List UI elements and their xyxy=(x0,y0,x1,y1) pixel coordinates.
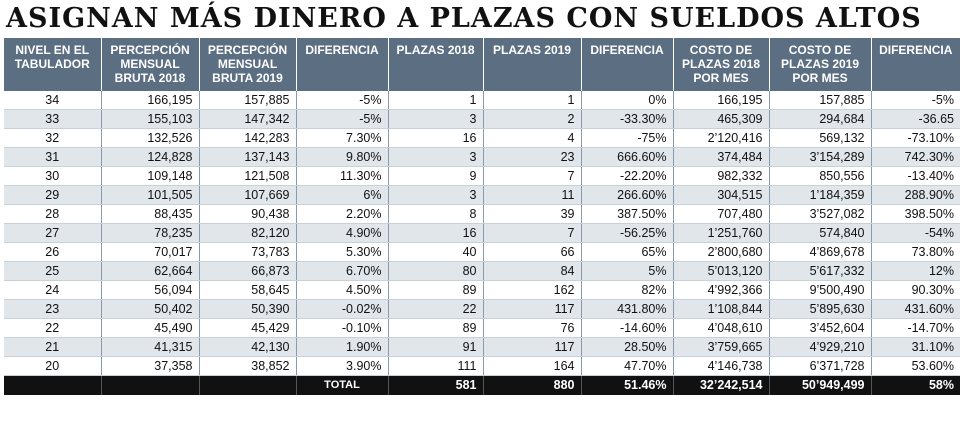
table-cell: 147,342 xyxy=(199,110,296,129)
table-row xyxy=(4,281,960,300)
table-cell: 1’184,359 xyxy=(769,186,871,205)
total-costo-2018: 32’242,514 xyxy=(673,376,769,395)
table-row xyxy=(4,167,960,186)
table-cell: 29 xyxy=(4,186,101,205)
page-title: ASIGNAN MÁS DINERO A PLAZAS CON SUELDOS ALTOS xyxy=(6,3,922,34)
table-cell: 707,480 xyxy=(673,205,769,224)
table-cell: -0.10% xyxy=(296,319,388,338)
table-cell: 16 xyxy=(388,129,483,148)
table-row xyxy=(4,243,960,262)
table-cell: 6’371,728 xyxy=(769,357,871,376)
total-empty-cell xyxy=(199,376,296,395)
table-cell: 3’154,289 xyxy=(769,148,871,167)
table-cell: 20 xyxy=(4,357,101,376)
table-cell: -54% xyxy=(871,224,960,243)
table-cell: 162 xyxy=(483,281,581,300)
table-cell: 39 xyxy=(483,205,581,224)
total-diferencia-costo: 58% xyxy=(871,376,960,395)
table-cell: 45,429 xyxy=(199,319,296,338)
table-cell: 9 xyxy=(388,167,483,186)
table-cell: 4’048,610 xyxy=(673,319,769,338)
table-cell: 117 xyxy=(483,338,581,357)
table-cell: 398.50% xyxy=(871,205,960,224)
table-cell: 121,508 xyxy=(199,167,296,186)
table-cell: 73.80% xyxy=(871,243,960,262)
table-cell: 40 xyxy=(388,243,483,262)
data-table xyxy=(4,38,960,395)
table-cell: 30 xyxy=(4,167,101,186)
table-body xyxy=(4,91,960,376)
table-cell: 111 xyxy=(388,357,483,376)
table-cell: 50,402 xyxy=(101,300,199,319)
table-cell: 7 xyxy=(483,167,581,186)
total-empty-cell xyxy=(101,376,199,395)
table-cell: 5’895,630 xyxy=(769,300,871,319)
table-cell: 266.60% xyxy=(581,186,673,205)
table-cell: 34 xyxy=(4,91,101,110)
table-cell: 84 xyxy=(483,262,581,281)
table-cell: 11.30% xyxy=(296,167,388,186)
table-cell: 742.30% xyxy=(871,148,960,167)
table-cell: 574,840 xyxy=(769,224,871,243)
total-plazas-2018: 581 xyxy=(388,376,483,395)
table-cell: 22 xyxy=(388,300,483,319)
table-cell: 9.80% xyxy=(296,148,388,167)
column-header: PLAZAS 2019 xyxy=(483,38,581,91)
table-row xyxy=(4,205,960,224)
table-cell: 3’527,082 xyxy=(769,205,871,224)
table-cell: -33.30% xyxy=(581,110,673,129)
table-cell: 465,309 xyxy=(673,110,769,129)
table-cell: 4.90% xyxy=(296,224,388,243)
table-row xyxy=(4,262,960,281)
table-cell: 3’759,665 xyxy=(673,338,769,357)
table-cell: 26 xyxy=(4,243,101,262)
column-header: COSTO DE PLAZAS 2018 POR MES xyxy=(673,38,769,91)
table-cell: 58,645 xyxy=(199,281,296,300)
table-cell: 31.10% xyxy=(871,338,960,357)
table-cell: 2’800,680 xyxy=(673,243,769,262)
table-cell: 5’617,332 xyxy=(769,262,871,281)
table-cell: 2’120,416 xyxy=(673,129,769,148)
table-cell: 166,195 xyxy=(101,91,199,110)
table-cell: 62,664 xyxy=(101,262,199,281)
table-cell: 28 xyxy=(4,205,101,224)
table-row xyxy=(4,319,960,338)
column-header: DIFERENCIA xyxy=(581,38,673,91)
table-cell: 7.30% xyxy=(296,129,388,148)
table-cell: 53.60% xyxy=(871,357,960,376)
table-cell: 3.90% xyxy=(296,357,388,376)
table-cell: 11 xyxy=(483,186,581,205)
table-cell: 24 xyxy=(4,281,101,300)
table-cell: 4 xyxy=(483,129,581,148)
table-cell: 16 xyxy=(388,224,483,243)
table-cell: 107,669 xyxy=(199,186,296,205)
table-cell: 80 xyxy=(388,262,483,281)
table-cell: 294,684 xyxy=(769,110,871,129)
column-header: PLAZAS 2018 xyxy=(388,38,483,91)
table-cell: 850,556 xyxy=(769,167,871,186)
column-header: NIVEL EN EL TABULADOR xyxy=(4,38,101,91)
table-cell: 12% xyxy=(871,262,960,281)
table-cell: 32 xyxy=(4,129,101,148)
column-header: COSTO DE PLAZAS 2019 POR MES xyxy=(769,38,871,91)
table-cell: 73,783 xyxy=(199,243,296,262)
table-cell: 4’929,210 xyxy=(769,338,871,357)
table-cell: 78,235 xyxy=(101,224,199,243)
table-cell: 1’108,844 xyxy=(673,300,769,319)
table-cell: 288.90% xyxy=(871,186,960,205)
table-cell: 431.80% xyxy=(581,300,673,319)
table-cell: 90,438 xyxy=(199,205,296,224)
table-cell: 56,094 xyxy=(101,281,199,300)
table-cell: 33 xyxy=(4,110,101,129)
table-cell: -0.02% xyxy=(296,300,388,319)
table-cell: 1.90% xyxy=(296,338,388,357)
table-row xyxy=(4,186,960,205)
table-cell: 137,143 xyxy=(199,148,296,167)
total-empty-cell xyxy=(4,376,101,395)
table-cell: 66 xyxy=(483,243,581,262)
table-cell: 66,873 xyxy=(199,262,296,281)
table-cell: 164 xyxy=(483,357,581,376)
table-row xyxy=(4,224,960,243)
column-header: PERCEPCIÓN MENSUAL BRUTA 2019 xyxy=(199,38,296,91)
table-cell: 23 xyxy=(483,148,581,167)
table-cell: 38,852 xyxy=(199,357,296,376)
table-cell: 2.20% xyxy=(296,205,388,224)
table-cell: 28.50% xyxy=(581,338,673,357)
column-header: DIFERENCIA xyxy=(296,38,388,91)
table-cell: -5% xyxy=(296,91,388,110)
table-cell: -14.60% xyxy=(581,319,673,338)
table-cell: 90.30% xyxy=(871,281,960,300)
table-cell: 25 xyxy=(4,262,101,281)
table-cell: 47.70% xyxy=(581,357,673,376)
table-cell: 374,484 xyxy=(673,148,769,167)
table-cell: 88,435 xyxy=(101,205,199,224)
total-plazas-2019: 880 xyxy=(483,376,581,395)
table-cell: -36.65 xyxy=(871,110,960,129)
table-cell: 76 xyxy=(483,319,581,338)
table-cell: 132,526 xyxy=(101,129,199,148)
total-diferencia-plazas: 51.46% xyxy=(581,376,673,395)
table-cell: 109,148 xyxy=(101,167,199,186)
total-row xyxy=(4,376,960,395)
table-cell: 6% xyxy=(296,186,388,205)
table-cell: 21 xyxy=(4,338,101,357)
table-cell: 124,828 xyxy=(101,148,199,167)
table-cell: 4’992,366 xyxy=(673,281,769,300)
table-cell: -75% xyxy=(581,129,673,148)
table-row xyxy=(4,357,960,376)
table-cell: -56.25% xyxy=(581,224,673,243)
table-cell: 304,515 xyxy=(673,186,769,205)
table-cell: 3’452,604 xyxy=(769,319,871,338)
table-cell: 3 xyxy=(388,186,483,205)
table-cell: 387.50% xyxy=(581,205,673,224)
table-row xyxy=(4,129,960,148)
table-cell: 666.60% xyxy=(581,148,673,167)
table-cell: 65% xyxy=(581,243,673,262)
table-cell: -5% xyxy=(871,91,960,110)
table-cell: 5.30% xyxy=(296,243,388,262)
total-costo-2019: 50’949,499 xyxy=(769,376,871,395)
table-cell: 5% xyxy=(581,262,673,281)
table-cell: -73.10% xyxy=(871,129,960,148)
table-cell: 2 xyxy=(483,110,581,129)
table-row xyxy=(4,148,960,167)
table-cell: 3 xyxy=(388,148,483,167)
table-cell: 1 xyxy=(483,91,581,110)
table-cell: 6.70% xyxy=(296,262,388,281)
table-cell: 31 xyxy=(4,148,101,167)
table-cell: 5’013,120 xyxy=(673,262,769,281)
table-cell: 431.60% xyxy=(871,300,960,319)
table-cell: -14.70% xyxy=(871,319,960,338)
table-row xyxy=(4,91,960,110)
column-header: PERCEPCIÓN MENSUAL BRUTA 2018 xyxy=(101,38,199,91)
table-cell: 7 xyxy=(483,224,581,243)
table-cell: 166,195 xyxy=(673,91,769,110)
table-cell: -5% xyxy=(296,110,388,129)
table-cell: 1 xyxy=(388,91,483,110)
table-cell: 142,283 xyxy=(199,129,296,148)
table-cell: 9’500,490 xyxy=(769,281,871,300)
table-cell: -13.40% xyxy=(871,167,960,186)
table-cell: 101,505 xyxy=(101,186,199,205)
table-cell: 0% xyxy=(581,91,673,110)
table-cell: 155,103 xyxy=(101,110,199,129)
table-cell: 8 xyxy=(388,205,483,224)
table-cell: 157,885 xyxy=(199,91,296,110)
table-cell: 27 xyxy=(4,224,101,243)
table-cell: 982,332 xyxy=(673,167,769,186)
table-cell: 89 xyxy=(388,319,483,338)
total-label: TOTAL xyxy=(296,376,388,395)
table-cell: 3 xyxy=(388,110,483,129)
table-cell: 117 xyxy=(483,300,581,319)
table-cell: 4’869,678 xyxy=(769,243,871,262)
table-cell: 4.50% xyxy=(296,281,388,300)
table-cell: 23 xyxy=(4,300,101,319)
table-cell: 37,358 xyxy=(101,357,199,376)
table-cell: 569,132 xyxy=(769,129,871,148)
table-cell: 4’146,738 xyxy=(673,357,769,376)
table-cell: -22.20% xyxy=(581,167,673,186)
table-cell: 70,017 xyxy=(101,243,199,262)
table-cell: 157,885 xyxy=(769,91,871,110)
table-cell: 89 xyxy=(388,281,483,300)
table-cell: 91 xyxy=(388,338,483,357)
table-row xyxy=(4,300,960,319)
table-cell: 22 xyxy=(4,319,101,338)
table-cell: 42,130 xyxy=(199,338,296,357)
table-cell: 41,315 xyxy=(101,338,199,357)
table-cell: 45,490 xyxy=(101,319,199,338)
table-cell: 50,390 xyxy=(199,300,296,319)
header-row xyxy=(4,38,960,91)
table-row xyxy=(4,110,960,129)
table-cell: 82% xyxy=(581,281,673,300)
column-header: DIFERENCIA xyxy=(871,38,960,91)
table-row xyxy=(4,338,960,357)
table-cell: 82,120 xyxy=(199,224,296,243)
table-cell: 1’251,760 xyxy=(673,224,769,243)
